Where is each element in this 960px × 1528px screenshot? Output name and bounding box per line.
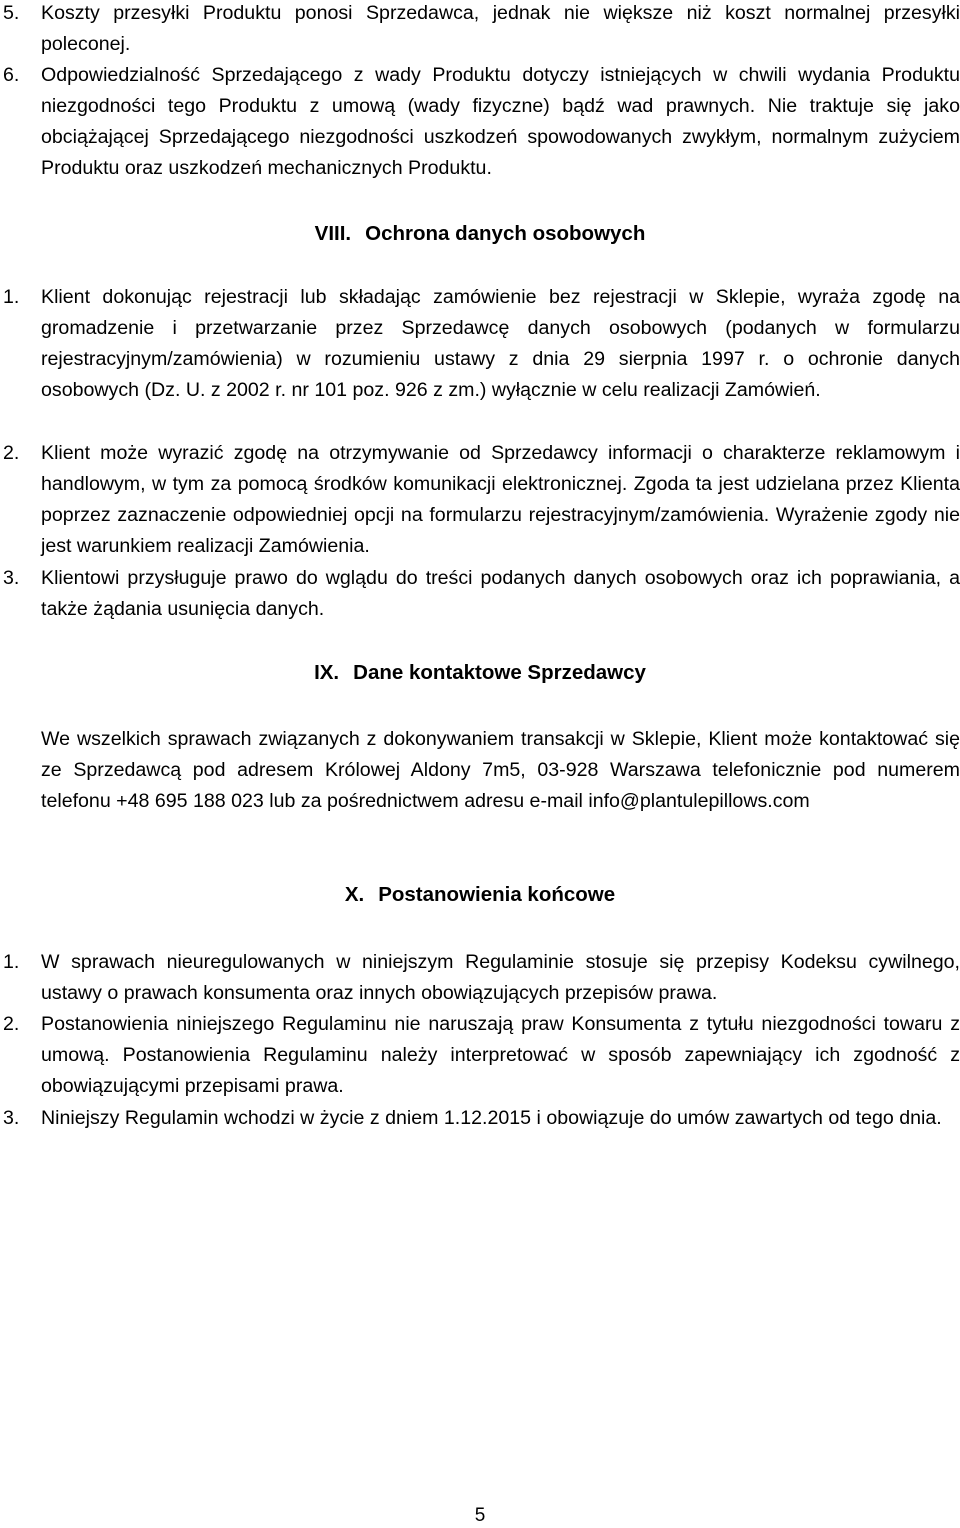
item-text: Postanowienia niniejszego Regulaminu nie naruszają praw Konsumenta z tytułu niezgodności towaru z umową. Postanowienia Regulaminu należy interpretować w sposób zapewniający ich zgodność z obowiązującymi przepisami prawa. <box>41 1013 960 1097</box>
item-text: Koszty przesyłki Produktu ponosi Sprzedawca, jednak nie większe niż koszt normalnej przesyłki poleconej. <box>41 2 960 55</box>
item-number: 2. <box>3 442 20 464</box>
list-item <box>0 438 960 562</box>
list-item <box>0 1009 960 1102</box>
item-text: Klientowi przysługuje prawo do wglądu do treści podanych danych osobowych oraz ich poprawiania, a także żądania usunięcia danych. <box>41 567 960 620</box>
section-heading <box>0 880 960 910</box>
contact-paragraph: We wszelkich sprawach związanych z dokonywaniem transakcji w Sklepie, Klient może kontaktować się ze Sprzedawcą pod adresem Królowej Aldony 7m5, 03-928 Warszawa telefonicznie pod numerem telefonu +48 695 188 023 lub za pośrednictwem adresu e-mail info@plantulepillows.com <box>41 728 960 812</box>
page-number: 5 <box>474 1505 486 1526</box>
section-title: Ochrona danych osobowych <box>365 222 646 245</box>
list-item <box>0 0 960 60</box>
item-text: W sprawach nieuregulowanych w niniejszym Regulaminie stosuje się przepisy Kodeksu cywilnego, ustawy o prawach konsumenta oraz innych obowiązujących przepisów prawa. <box>41 951 960 1004</box>
item-text: Niniejszy Regulamin wchodzi w życie z dniem 1.12.2015 i obowiązuje do umów zawartych od tego dnia. <box>41 1107 942 1129</box>
item-number: 1. <box>3 286 20 308</box>
list-item <box>0 947 960 1009</box>
item-number: 5. <box>3 2 20 24</box>
item-number: 6. <box>3 64 20 86</box>
item-number: 1. <box>3 951 20 973</box>
item-number: 2. <box>3 1013 20 1035</box>
section-title: Postanowienia końcowe <box>378 883 616 906</box>
list-item <box>0 563 960 625</box>
item-number: 3. <box>3 567 20 589</box>
list-item <box>0 60 960 184</box>
section-heading <box>0 219 960 249</box>
section-number: VIII. <box>314 222 352 245</box>
section-number: X. <box>344 883 365 906</box>
item-text: Odpowiedzialność Sprzedającego z wady Produktu dotyczy istniejących w chwili wydania Produktu niezgodności tego Produktu z umową (wady fizyczne) bądź wad prawnych. Nie traktuje się jako obciążającej Sprzedającego niezgodności uszkodzeń spowodowanych zwykłym, normalnym zużyciem Produktu oraz uszkodzeń mechanicznych Produktu. <box>41 64 960 179</box>
section-number: IX. <box>314 661 340 684</box>
section-heading <box>0 658 960 688</box>
item-text: Klient może wyrazić zgodę na otrzymywanie od Sprzedawcy informacji o charakterze reklamowym i handlowym, w tym za pomocą środków komunikacji elektronicznej. Zgoda ta jest udzielana przez Klienta poprzez zaznaczenie odpowiedniej opcji na formularzu rejestracyjnym/zamówienia. Wyrażenie zgody nie jest warunkiem realizacji Zamówienia. <box>41 442 960 557</box>
item-text: Klient dokonując rejestracji lub składając zamówienie bez rejestracji w Sklepie, wyraża zgodę na gromadzenie i przetwarzanie przez Sprzedawcę danych osobowych (podanych w formularzu rejestracyjnym/zamówienia) w rozumieniu ustawy z dnia 29 sierpnia 1997 r. o ochronie danych osobowych (Dz. U. z 2002 r. nr 101 poz. 926 z zm.) wyłącznie w celu realizacji Zamówień. <box>41 286 960 401</box>
list-item <box>0 282 960 406</box>
list-item <box>0 1103 960 1134</box>
item-number: 3. <box>3 1107 20 1129</box>
section-title: Dane kontaktowe Sprzedawcy <box>353 661 646 684</box>
